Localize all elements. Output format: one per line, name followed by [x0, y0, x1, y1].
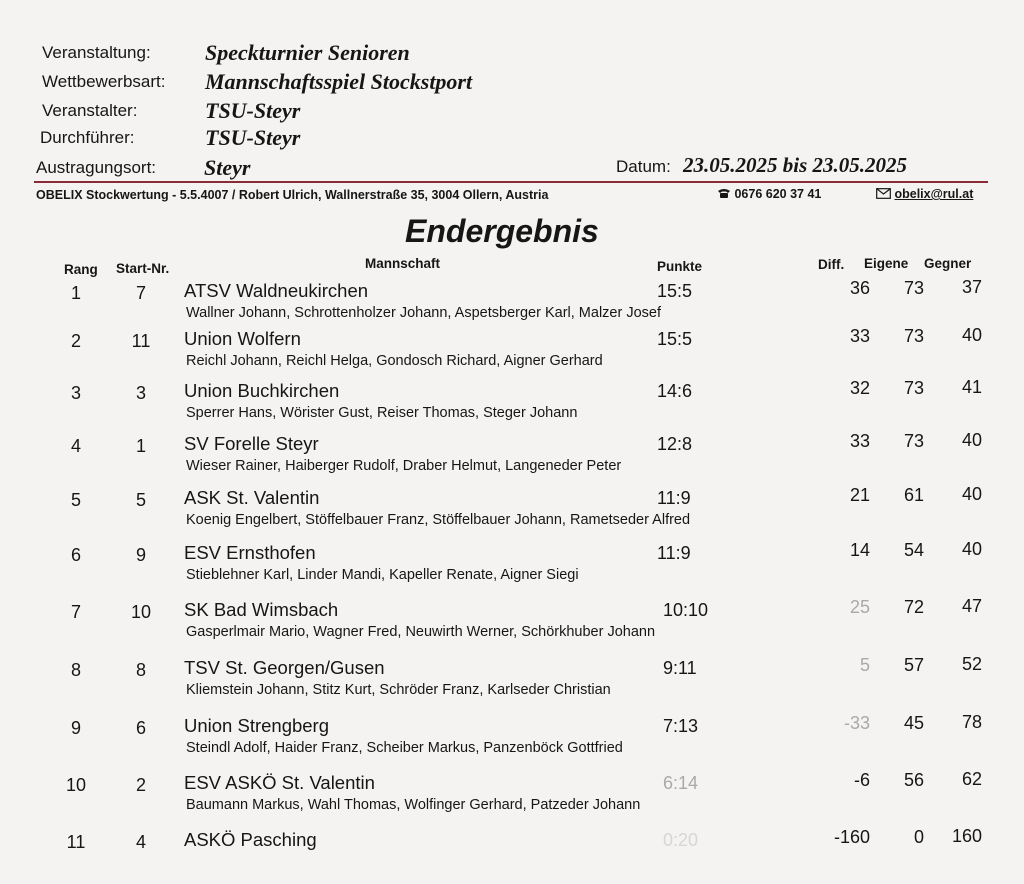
- durchfuehrer-label: Durchführer:: [40, 128, 135, 147]
- start-nr-cell: 9: [135, 545, 146, 565]
- start-nr-cell: 11: [131, 331, 151, 351]
- rang-cell: 10: [65, 775, 87, 795]
- diff-cell: -160: [833, 827, 870, 847]
- diff-cell: 21: [849, 485, 870, 505]
- rang-cell: 3: [70, 383, 81, 403]
- punkte-cell: 14:6: [657, 381, 693, 401]
- team-name: SK Bad Wimsbach: [184, 599, 339, 620]
- diff-cell: 14: [849, 540, 870, 560]
- rang-cell: 4: [70, 436, 81, 456]
- punkte-cell: 7:13: [663, 716, 699, 736]
- gegner-cell: 37: [961, 277, 982, 297]
- austragungsort-label: Austragungsort:: [36, 158, 157, 177]
- veranstalter-value: TSU-Steyr: [205, 98, 301, 123]
- team-name: ESV ASKÖ St. Valentin: [184, 772, 375, 793]
- eigene-cell: 73: [903, 378, 924, 398]
- eigene-cell: 73: [903, 431, 924, 451]
- punkte-cell: 15:5: [657, 329, 693, 349]
- team-players: Baumann Markus, Wahl Thomas, Wolfinger Gerhard, Patzeder Johann: [186, 797, 641, 813]
- start-nr-cell: 6: [135, 718, 146, 738]
- email-link[interactable]: obelix@rul.at: [894, 187, 974, 201]
- diff-cell: 36: [849, 278, 870, 298]
- software-info: OBELIX Stockwertung - 5.5.4007 / Robert Ulrich, Wallnerstraße 35, 3004 Ollern, Austria: [36, 188, 549, 202]
- team-players: Koenig Engelbert, Stöffelbauer Franz, Stöffelbauer Johann, Rametseder Alfred: [186, 512, 691, 528]
- team-name: ATSV Waldneukirchen: [184, 280, 369, 301]
- rang-cell: 1: [70, 283, 81, 303]
- veranstaltung-label: Veranstaltung:: [42, 43, 151, 62]
- team-name: TSV St. Georgen/Gusen: [184, 657, 385, 678]
- gegner-cell: 160: [951, 826, 982, 846]
- start-nr-cell: 4: [135, 832, 146, 852]
- team-players: Gasperlmair Mario, Wagner Fred, Neuwirth Werner, Schörkhuber Johann: [186, 624, 656, 640]
- page-title: Endergebnis: [405, 213, 599, 249]
- start-nr-cell: 3: [135, 383, 146, 403]
- start-nr-cell: 5: [135, 490, 146, 510]
- wettbewerbsart-value: Mannschaftsspiel Stockstport: [205, 69, 473, 94]
- punkte-cell: 15:5: [657, 281, 693, 301]
- phone-number: 0676 620 37 41: [734, 187, 822, 201]
- wettbewerbsart-label: Wettbewerbsart:: [42, 72, 166, 91]
- phone-contact: [717, 187, 821, 201]
- team-players: Wieser Rainer, Haiberger Rudolf, Draber Helmut, Langeneder Peter: [186, 458, 622, 474]
- eigene-cell: 73: [903, 278, 924, 298]
- gegner-cell: 47: [961, 596, 982, 616]
- punkte-cell: 6:14: [663, 773, 699, 793]
- gegner-cell: 40: [961, 484, 982, 504]
- header-separator: [34, 181, 988, 183]
- gegner-cell: 40: [961, 539, 982, 559]
- eigene-cell: 57: [903, 655, 924, 675]
- rang-cell: 7: [70, 602, 81, 622]
- start-nr-cell: 8: [135, 660, 146, 680]
- diff-cell: -6: [853, 770, 870, 790]
- header-rang: Rang: [64, 262, 98, 277]
- email-contact[interactable]: [876, 187, 973, 201]
- rang-cell: 6: [70, 545, 81, 565]
- gegner-cell: 78: [961, 712, 982, 732]
- gegner-cell: 40: [961, 430, 982, 450]
- start-nr-cell: 2: [135, 775, 146, 795]
- team-players: Steindl Adolf, Haider Franz, Scheiber Markus, Panzenböck Gottfried: [186, 740, 623, 756]
- team-players: Stieblehner Karl, Linder Mandi, Kapeller Renate, Aigner Siegi: [186, 567, 579, 583]
- veranstalter-label: Veranstalter:: [42, 101, 138, 120]
- veranstaltung-value: Speckturnier Senioren: [205, 40, 410, 65]
- punkte-cell: 9:11: [663, 658, 697, 678]
- datum-label: Datum:: [616, 157, 671, 176]
- eigene-cell: 56: [903, 770, 924, 790]
- team-players: Kliemstein Johann, Stitz Kurt, Schröder Franz, Karlseder Christian: [186, 682, 611, 698]
- punkte-cell: 0:20: [663, 830, 699, 850]
- team-name: ASK St. Valentin: [184, 487, 320, 508]
- team-players: Wallner Johann, Schrottenholzer Johann, Aspetsberger Karl, Malzer Josef: [186, 305, 661, 321]
- header-mannschaft: Mannschaft: [365, 256, 441, 271]
- austragungsort-value: Steyr: [204, 155, 251, 180]
- envelope-icon: [876, 188, 891, 199]
- eigene-cell: 45: [903, 713, 924, 733]
- header-gegner: Gegner: [924, 256, 972, 271]
- rang-cell: 2: [70, 331, 81, 351]
- eigene-cell: 0: [913, 827, 924, 847]
- rang-cell: 5: [70, 490, 81, 510]
- start-nr-cell: 7: [135, 283, 146, 303]
- gegner-cell: 41: [961, 377, 982, 397]
- punkte-cell: 10:10: [663, 600, 709, 620]
- phone-icon: [717, 188, 731, 199]
- rang-cell: 11: [66, 832, 86, 852]
- diff-cell: 33: [849, 431, 870, 451]
- team-players: Reichl Johann, Reichl Helga, Gondosch Richard, Aigner Gerhard: [186, 353, 603, 369]
- eigene-cell: 72: [903, 597, 924, 617]
- team-name: Union Strengberg: [184, 715, 330, 736]
- rang-cell: 9: [70, 718, 81, 738]
- eigene-cell: 54: [903, 540, 924, 560]
- punkte-cell: 11:9: [657, 543, 691, 563]
- gegner-cell: 62: [961, 769, 982, 789]
- header-diff: Diff.: [818, 257, 845, 272]
- punkte-cell: 11:9: [657, 488, 691, 508]
- start-nr-cell: 10: [130, 602, 152, 622]
- rang-cell: 8: [70, 660, 81, 680]
- gegner-cell: 52: [961, 654, 982, 674]
- diff-cell: 5: [859, 655, 870, 675]
- header-start-nr: Start-Nr.: [116, 261, 170, 276]
- eigene-cell: 61: [903, 485, 924, 505]
- start-nr-cell: 1: [135, 436, 146, 456]
- durchfuehrer-value: TSU-Steyr: [205, 125, 301, 150]
- team-name: ASKÖ Pasching: [184, 829, 317, 850]
- team-name: SV Forelle Steyr: [184, 433, 319, 454]
- diff-cell: 32: [849, 378, 870, 398]
- diff-cell: -33: [843, 713, 870, 733]
- diff-cell: 25: [849, 597, 870, 617]
- header-eigene: Eigene: [864, 256, 909, 271]
- team-players: Sperrer Hans, Wörister Gust, Reiser Thomas, Steger Johann: [186, 405, 578, 421]
- header-punkte: Punkte: [657, 259, 703, 274]
- team-name: Union Buchkirchen: [184, 380, 340, 401]
- punkte-cell: 12:8: [657, 434, 693, 454]
- gegner-cell: 40: [961, 325, 982, 345]
- team-name: Union Wolfern: [184, 328, 301, 349]
- datum-value: 23.05.2025 bis 23.05.2025: [683, 153, 908, 177]
- diff-cell: 33: [849, 326, 870, 346]
- team-name: ESV Ernsthofen: [184, 542, 316, 563]
- eigene-cell: 73: [903, 326, 924, 346]
